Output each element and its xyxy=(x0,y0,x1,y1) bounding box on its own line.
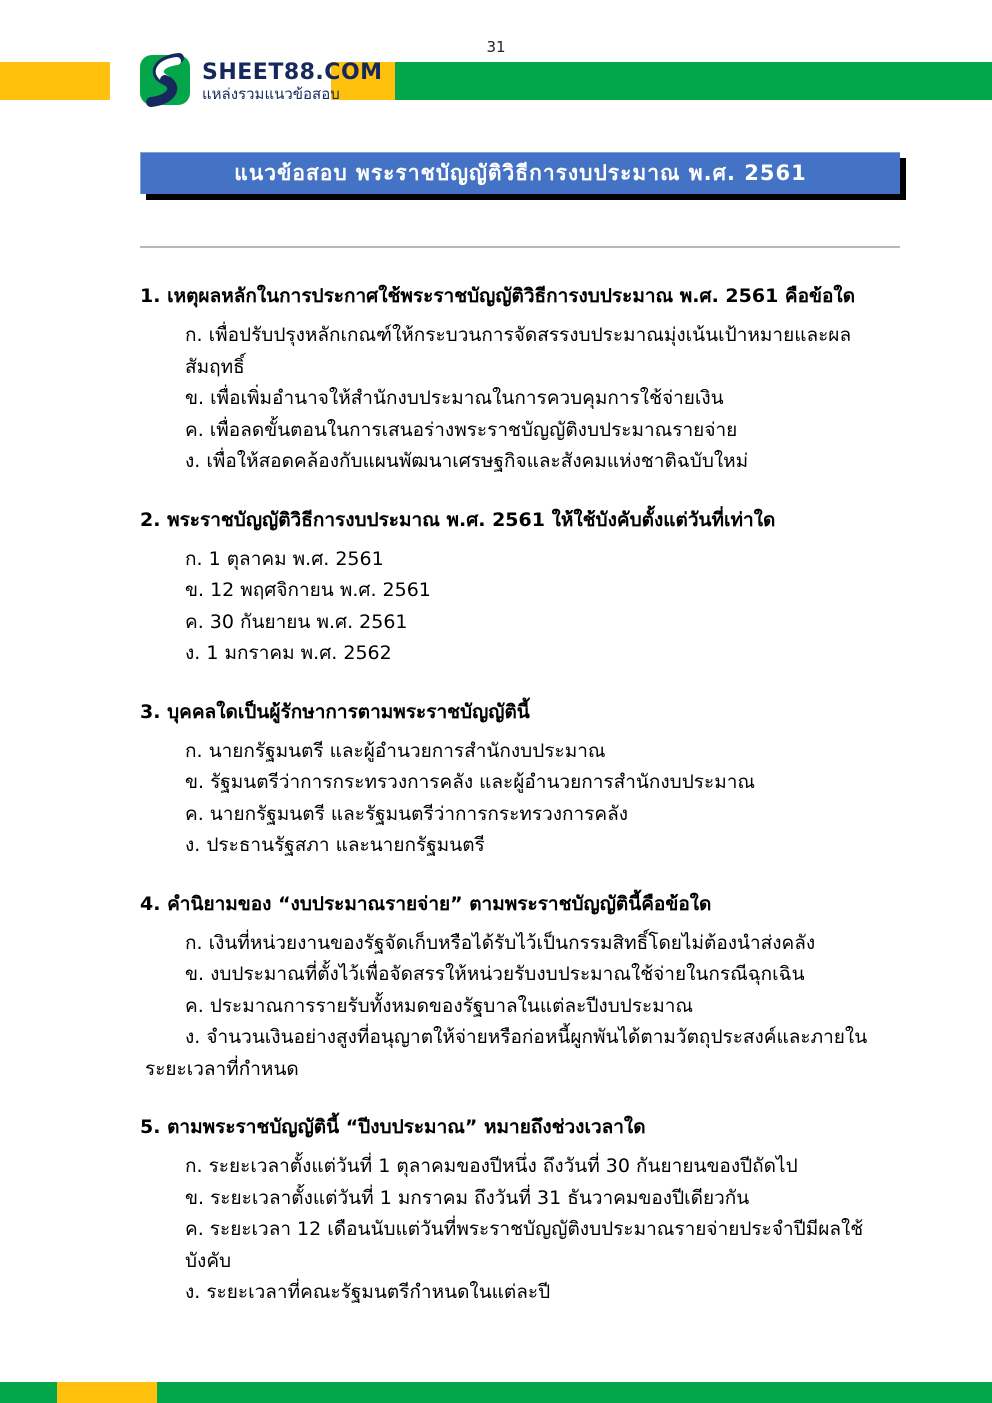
choice-a: ก. เงินที่หน่วยงานของรัฐจัดเก็บหรือได้รับไว้เป็นกรรมสิทธิ์โดยไม่ต้องนำส่งคลัง xyxy=(185,931,816,954)
sheet88-logo-icon xyxy=(138,52,192,112)
question-number: 3. xyxy=(140,700,161,723)
footer-green-bar-left xyxy=(0,1382,57,1403)
question-block-5 xyxy=(140,1111,908,1309)
choice-c: ค. เพื่อลดขั้นตอนในการเสนอร่างพระราชบัญญัติงบประมาณรายจ่าย xyxy=(185,418,738,441)
choice-d: ง. จำนวนเงินอย่างสูงที่อนุญาตให้จ่ายหรือก่อหนี้ผูกพันได้ตามวัตถุประสงค์และภายในระยะเวลาที่กำหนด xyxy=(145,1026,868,1080)
choice-d: ง. ประธานรัฐสภา และนายกรัฐมนตรี xyxy=(185,834,485,856)
choice-d: ง. ระยะเวลาที่คณะรัฐมนตรีกำหนดในแต่ละปี xyxy=(185,1281,551,1303)
question-number: 4. xyxy=(140,892,161,915)
question-text: 4. คำนิยามของ “งบประมาณรายจ่าย” ตามพระราชบัญญัตินี้คือข้อใด xyxy=(140,892,712,915)
choice-b: ข. รัฐมนตรีว่าการกระทรวงการคลัง และผู้อำนวยการสำนักงบประมาณ xyxy=(185,771,756,793)
question-number: 2. xyxy=(140,508,161,531)
choice-list xyxy=(140,544,908,670)
question-text: 5. ตามพระราชบัญญัตินี้ “ปีงบประมาณ” หมายถึงช่วงเวลาใด xyxy=(140,1116,646,1138)
question-block-2 xyxy=(140,504,908,670)
choice-b: ข. เพื่อเพิ่มอำนาจให้สำนักงบประมาณในการควบคุมการใช้จ่ายเงิน xyxy=(185,387,724,409)
choice-a: ก. นายกรัฐมนตรี และผู้อำนวยการสำนักงบประมาณ xyxy=(185,739,606,762)
choice-c: ค. ประมาณการรายรับทั้งหมดของรัฐบาลในแต่ละปีงบประมาณ xyxy=(185,994,694,1017)
logo-brand-text: SHEET88.COM xyxy=(202,60,383,86)
choice-b: ข. ระยะเวลาตั้งแต่วันที่ 1 มกราคม ถึงวันที่ 31 ธันวาคมของปีเดียวกัน xyxy=(185,1186,750,1209)
footer-green-bar-right xyxy=(157,1382,992,1403)
question-text: 1. เหตุผลหลักในการประกาศใช้พระราชบัญญัติวิธีการงบประมาณ พ.ศ. 2561 คือข้อใด xyxy=(140,285,856,307)
choice-a: ก. ระยะเวลาตั้งแต่วันที่ 1 ตุลาคมของปีหนึ่ง ถึงวันที่ 30 กันยายนของปีถัดไป xyxy=(185,1155,798,1177)
horizontal-divider xyxy=(140,246,900,248)
choice-b: ข. งบประมาณที่ตั้งไว้เพื่อจัดสรรให้หน่วยรับงบประมาณใช้จ่ายในกรณีฉุกเฉิน xyxy=(185,963,805,985)
question-block-3 xyxy=(140,696,908,862)
question-number: 5. xyxy=(140,1116,161,1138)
exam-title: แนวข้อสอบ พระราชบัญญัติวิธีการงบประมาณ พ.ศ. 2561 xyxy=(234,161,807,185)
choice-c: ค. ระยะเวลา 12 เดือนนับแต่วันที่พระราชบัญญัติงบประมาณรายจ่ายประจำปีมีผลใช้บังคับ xyxy=(185,1218,864,1272)
choice-a: ก. 1 ตุลาคม พ.ศ. 2561 xyxy=(185,547,384,570)
exam-title-banner xyxy=(140,152,900,194)
footer-yellow-bar xyxy=(57,1382,157,1403)
page-number: 31 xyxy=(486,38,506,56)
choice-a: ก. เพื่อปรับปรุงหลักเกณฑ์ให้กระบวนการจัดสรรงบประมาณมุ่งเน้นเป้าหมายและผลสัมฤทธิ์ xyxy=(185,324,852,378)
choice-d: ง. 1 มกราคม พ.ศ. 2562 xyxy=(185,642,392,664)
question-block-4 xyxy=(140,888,908,1086)
choice-b: ข. 12 พฤศจิกายน พ.ศ. 2561 xyxy=(185,579,431,601)
choice-list xyxy=(140,1151,908,1309)
choice-c: ค. 30 กันยายน พ.ศ. 2561 xyxy=(185,610,408,633)
question-number: 1. xyxy=(140,285,161,307)
header-green-bar xyxy=(395,62,992,100)
header-yellow-bar-left xyxy=(0,62,110,100)
sheet88-logo xyxy=(138,52,383,112)
question-text: 2. พระราชบัญญัติวิธีการงบประมาณ พ.ศ. 2561 ให้ใช้บังคับตั้งแต่วันที่เท่าใด xyxy=(140,508,776,531)
footer-band xyxy=(0,1382,992,1403)
logo-tagline: แหล่งรวมแนวข้อสอบ xyxy=(202,85,340,104)
choice-list xyxy=(140,736,908,862)
choice-list xyxy=(140,928,908,1086)
question-text: 3. บุคคลใดเป็นผู้รักษาการตามพระราชบัญญัตินี้ xyxy=(140,700,530,723)
question-block-1 xyxy=(140,280,908,478)
choice-d: ง. เพื่อให้สอดคล้องกับแผนพัฒนาเศรษฐกิจและสังคมแห่งชาติฉบับใหม่ xyxy=(185,450,749,472)
question-list xyxy=(140,280,908,1309)
choice-list xyxy=(140,320,908,478)
choice-c: ค. นายกรัฐมนตรี และรัฐมนตรีว่าการกระทรวงการคลัง xyxy=(185,802,629,825)
